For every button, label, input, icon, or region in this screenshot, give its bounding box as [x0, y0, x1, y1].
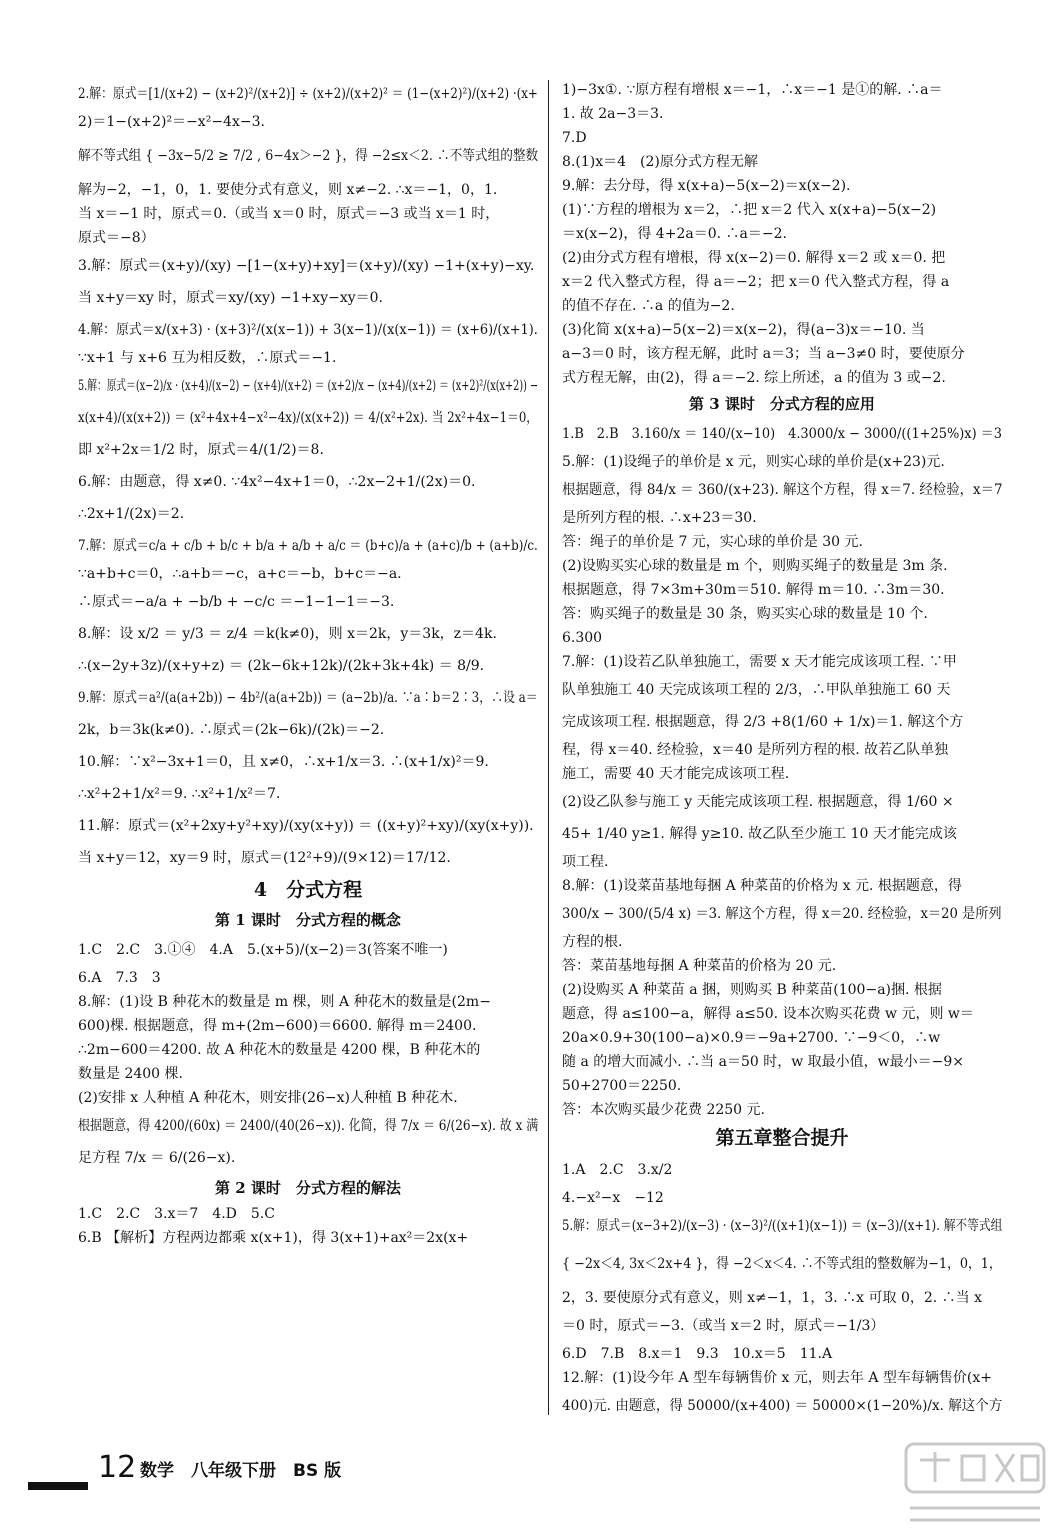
answer-line: 1.C 2.C 3.x＝7 4.D 5.C — [78, 1206, 275, 1222]
answer-line: a−3＝0 时，该方程无解，此时 a＝3；当 a−3≠0 时，要使原分 — [562, 346, 965, 362]
answer-line: ∴2m−600＝4200. 故 A 种花木的数量是 4200 棵，B 种花木的 — [78, 1042, 481, 1058]
answer-line: 1)−3x①. ∵原方程有增根 x＝−1，∴x＝−1 是①的解. ∴a＝ — [562, 82, 943, 98]
answer-line: 方程的根. — [562, 934, 623, 950]
answer-line: (1)∵方程的增根为 x＝2，∴把 x＝2 代入 x(x+a)−5(x−2) — [562, 202, 937, 218]
watermark-logo — [900, 1438, 1050, 1530]
answer-line: 当 x+y＝xy 时，原式＝xy/(xy) −1+xy−xy＝0. — [78, 290, 384, 306]
answer-line: 题意，得 a≤100−a，解得 a≤50. 设本次购买花费 w 元，则 w＝ — [562, 1006, 974, 1022]
answer-line: 根据题意，得 4200/(60x) ＝ 2400/(40(26−x)). 化简，得 7/x ＝ 6/(26−x). 故 x 满 — [78, 1118, 539, 1134]
answer-line: ∴x²+2+1/x²＝9. ∴x²+1/x²＝7. — [78, 786, 281, 802]
answer-line: 12.解：(1)设今年 A 型车每辆售价 x 元，则去年 A 型车每辆售价(x+ — [562, 1370, 992, 1386]
answer-line: 解不等式组 { −3x−5/2 ≥ 7/2 , 6−4x＞−2 }，得 −2≤x＜2. ∴不等式组的整数 — [78, 148, 539, 164]
answer-line: 45+ 1/40 y≥1. 解得 y≥10. 故乙队至少施工 10 天才能完成该 — [562, 826, 957, 842]
answer-line: 2.解：原式＝[1/(x+2) − (x+2)²/(x+2)] ÷ (x+2)/(x+2)² ＝ (1−(x+2)²)/(x+2) ·(x+ — [78, 86, 538, 102]
answer-line: 6.300 — [562, 630, 603, 646]
answer-line: 当 x+y＝12，xy＝9 时，原式＝(12²+9)/(9×12)＝17/12. — [78, 850, 451, 866]
answer-line: 是所列方程的根. ∴x+23＝30. — [562, 510, 757, 526]
answer-line: 解为−2，−1，0，1. 要使分式有意义，则 x≠−2. ∴x＝−1，0，1. — [78, 182, 498, 198]
answer-line: 4.解：原式＝x/(x+3) · (x+3)²/(x(x−1)) + 3(x−1)/(x(x−1)) ＝ (x+6)/(x+1). — [78, 322, 538, 338]
answer-line: 50+2700＝2250. — [562, 1078, 682, 1094]
answer-line: 300/x − 300/(5/4 x) ＝3. 解这个方程，得 x＝20. 经检验，x＝20 是所列 — [562, 906, 1002, 922]
answer-line: 即 x²+2x＝1/2 时，原式＝4/(1/2)＝8. — [78, 442, 324, 458]
subject-line: 数学 八年级下册 BS 版 — [140, 1461, 342, 1481]
lesson-2-title: 第 2 课时 分式方程的解法 — [215, 1179, 401, 1197]
answer-line: 当 x＝−1 时，原式＝0.（或当 x＝0 时，原式＝−3 或当 x＝1 时， — [78, 206, 500, 222]
answer-line: 6.A 7.3 3 — [78, 970, 161, 986]
answer-line: 的值不存在. ∴a 的值为−2. — [562, 298, 735, 314]
answer-line: 数量是 2400 棵. — [78, 1066, 183, 1082]
lesson-2-answers — [78, 1202, 538, 1250]
right-column — [562, 78, 1002, 1422]
answer-line: 20a×0.9+30(100−a)×0.9＝−9a+2700. ∵−9＜0，∴w — [562, 1030, 941, 1046]
answer-line: 原式＝−8） — [78, 230, 155, 246]
answer-line: ＝x(x−2)，得 4+2a＝0. ∴a＝−2. — [562, 226, 787, 242]
answer-line: 8.解：(1)设菜苗基地每捆 A 种菜苗的价格为 x 元. 根据题意，得 — [562, 878, 962, 894]
answer-line: { −2x＜4, 3x＜2x+4 }，得 −2＜x＜4. ∴不等式组的整数解为−1，0，1， — [562, 1256, 1002, 1272]
answer-line: 5.解：原式＝(x−3+2)/(x−3) · (x−3)²/((x+1)(x−1)) ＝ (x−3)/(x+1). 解不等式组 — [562, 1218, 1003, 1234]
answer-line: 答：菜苗基地每捆 A 种菜苗的价格为 20 元. — [562, 958, 837, 974]
answer-line: 式方程无解，由(2)，得 a＝−2. 综上所述，a 的值为 3 或−2. — [562, 370, 946, 386]
answer-line: 队单独施工 40 天完成该项工程的 2/3，∴甲队单独施工 60 天 — [562, 682, 951, 698]
answer-line: ∵x+1 与 x+6 互为相反数，∴原式＝−1. — [78, 350, 337, 366]
answer-line: 10.解：∵x²−3x+1＝0，且 x≠0，∴x+1/x＝3. ∴(x+1/x)²＝9. — [78, 754, 489, 770]
left-column — [78, 78, 538, 1250]
answer-line: 答：绳子的单价是 7 元，实心球的单价是 30 元. — [562, 534, 863, 550]
page-number: 12 — [98, 1450, 137, 1485]
answer-line: 8.解：(1)设 B 种花木的数量是 m 棵，则 A 种花木的数量是(2m− — [78, 994, 491, 1010]
answer-line: 2k，b＝3k(k≠0). ∴原式＝(2k−6k)/(2k)＝−2. — [78, 722, 385, 738]
answer-line: 8.(1)x＝4 (2)原分式方程无解 — [562, 154, 758, 170]
answer-line: 6.B 【解析】方程两边都乘 x(x+1)，得 3(x+1)+ax²＝2x(x+ — [78, 1230, 469, 1246]
answer-line: 1.C 2.C 3.①④ 4.A 5.(x+5)/(x−2)＝3(答案不唯一) — [78, 942, 448, 958]
answer-line: (2)设购买 A 种菜苗 a 捆，则购买 B 种菜苗(100−a)捆. 根据 — [562, 982, 942, 998]
answer-line: 9.解：去分母，得 x(x+a)−5(x−2)＝x(x−2). — [562, 178, 851, 194]
answer-line: (3)化简 x(x+a)−5(x−2)＝x(x−2)，得(a−3)x＝−10. 当 — [562, 322, 925, 338]
lesson-3-title: 第 3 课时 分式方程的应用 — [689, 395, 875, 413]
answer-line: ＝0 时，原式＝−3.（或当 x＝2 时，原式＝−1/3） — [562, 1318, 885, 1334]
answer-line: ∴原式＝−a/a + −b/b + −c/c ＝−1−1−1＝−3. — [78, 594, 395, 610]
answer-line: 9.解：原式＝a²/(a(a+2b)) − 4b²/(a(a+2b)) ＝ (a−2b)/a. ∵a∶b＝2∶3，∴设 a＝ — [78, 690, 538, 706]
answer-line: 8.解：设 x/2 ＝ y/3 ＝ z/4 ＝k(k≠0)，则 x＝2k，y＝3k，z＝4k. — [78, 626, 497, 642]
answer-line: ∵a+b+c＝0，∴a+b＝−c，a+c＝−b，b+c＝−a. — [78, 566, 402, 582]
chapter-review-title: 第五章整合提升 — [715, 1127, 849, 1149]
answer-line: 2)＝1−(x+2)²＝−x²−4x−3. — [78, 114, 265, 130]
answer-line: 6.D 7.B 8.x＝1 9.3 10.x＝5 11.A — [562, 1346, 833, 1362]
answer-line: 根据题意，得 84/x ＝ 360/(x+23). 解这个方程，得 x＝7. 经检验，x＝7 — [562, 482, 1003, 498]
lesson-1-title: 第 1 课时 分式方程的概念 — [215, 911, 401, 929]
answer-line: 11.解：原式＝(x²+2xy+y²+xy)/(xy(x+y)) ＝ ((x+y)²+xy)/(xy(x+y)). — [78, 818, 534, 834]
answer-line: (2)设乙队参与施工 y 天能完成该项工程. 根据题意，得 1/60 × — [562, 794, 954, 810]
footer-bar — [28, 1482, 88, 1490]
answer-line: (2)设购买实心球的数量是 m 个，则购买绳子的数量是 3m 条. — [562, 558, 948, 574]
left-answers — [78, 78, 538, 874]
answer-line: ∴2x+1/(2x)＝2. — [78, 506, 185, 522]
answer-line: 7.解：原式＝c/a + c/b + b/c + b/a + a/b + a/c ＝ (b+c)/a + (a+c)/b + (a+b)/c. — [78, 538, 538, 554]
answer-line: 2，3. 要使原分式有意义，则 x≠−1，1，3. ∴x 可取 0，2. ∴当 x — [562, 1290, 982, 1306]
answer-line: 随 a 的增大而减小. ∴当 a＝50 时，w 取最小值，w最小＝−9× — [562, 1054, 964, 1070]
answer-line: 600)棵. 根据题意，得 m+(2m−600)＝6600. 解得 m＝2400. — [78, 1018, 477, 1034]
lesson-2-continued — [562, 78, 1002, 390]
answer-line: 1.A 2.C 3.x/2 — [562, 1162, 673, 1178]
answer-line: 3.解：原式＝(x+y)/(xy) −[1−(x+y)+xy]＝(x+y)/(xy) −1+(x+y)−xy. — [78, 258, 535, 274]
answer-line: ∴(x−2y+3z)/(x+y+z) ＝ (2k−6k+12k)/(2k+3k+4k) ＝ 8/9. — [78, 658, 485, 674]
answer-line: 400)元. 由题意，得 50000/(x+400) ＝ 50000×(1−20%)/x. 解这个方 — [562, 1398, 1003, 1414]
answer-line: 答：购买绳子的数量是 30 条，购买实心球的数量是 10 个. — [562, 606, 928, 622]
section-4-title: 4 分式方程 — [253, 879, 363, 901]
answer-line: 1. 故 2a−3＝3. — [562, 106, 664, 122]
answer-line: 足方程 7/x ＝ 6/(26−x). — [78, 1150, 236, 1166]
answer-line: 7.D — [562, 130, 587, 146]
answer-line: 施工，需要 40 天才能完成该项工程. — [562, 766, 790, 782]
watermark-logo-mark — [906, 1444, 1044, 1520]
answer-line: 答：本次购买最少花费 2250 元. — [562, 1102, 765, 1118]
answer-line: 5.解：原式＝(x−2)/x · (x+4)/(x−2) − (x+4)/(x+2) ＝ (x+2)/x − (x+4)/(x+2) ＝ (x+2)²/(x(x+2)) − — [78, 378, 539, 394]
answer-line: (2)由分式方程有增根，得 x(x−2)＝0. 解得 x＝2 或 x＝0. 把 — [562, 250, 946, 266]
answer-line: 7.解：(1)设若乙队单独施工，需要 x 天才能完成该项工程. ∵甲 — [562, 654, 957, 670]
answer-line: 1.B 2.B 3.160/x ＝ 140/(x−10) 4.3000/x − 3000/((1+25%)x) ＝3 — [562, 426, 1002, 442]
lesson-1-answers — [78, 934, 538, 1174]
answer-line: 5.解：(1)设绳子的单价是 x 元，则实心球的单价是(x+23)元. — [562, 454, 945, 470]
answer-line: 程，得 x＝40. 经检验，x＝40 是所列方程的根. 故若乙队单独 — [562, 742, 949, 758]
chapter-review-answers — [562, 1154, 1002, 1422]
answer-line: 完成该项工程. 根据题意，得 2/3 +8(1/60 + 1/x)＝1. 解这个方 — [562, 714, 964, 730]
lesson-3-answers — [562, 418, 1002, 1122]
answer-line: 6.解：由题意，得 x≠0. ∵4x²−4x+1＝0，∴2x−2+1/(2x)＝0. — [78, 474, 476, 490]
column-divider — [548, 80, 549, 1415]
answer-line: 根据题意，得 7×3m+30m＝510. 解得 m＝10. ∴3m＝30. — [562, 582, 945, 598]
answer-line: x(x+4)/(x(x+2)) ＝ (x²+4x+4−x²−4x)/(x(x+2)) ＝ 4/(x²+2x). 当 2x²+4x−1＝0， — [78, 410, 539, 426]
answer-line: (2)安排 x 人种植 A 种花木，则安排(26−x)人种植 B 种花木. — [78, 1090, 458, 1106]
answer-line: 4.−x²−x −12 — [562, 1190, 664, 1206]
answer-line: 项工程. — [562, 854, 609, 870]
answer-line: x＝2 代入整式方程，得 a＝−2；把 x＝0 代入整式方程，得 a — [562, 274, 950, 290]
